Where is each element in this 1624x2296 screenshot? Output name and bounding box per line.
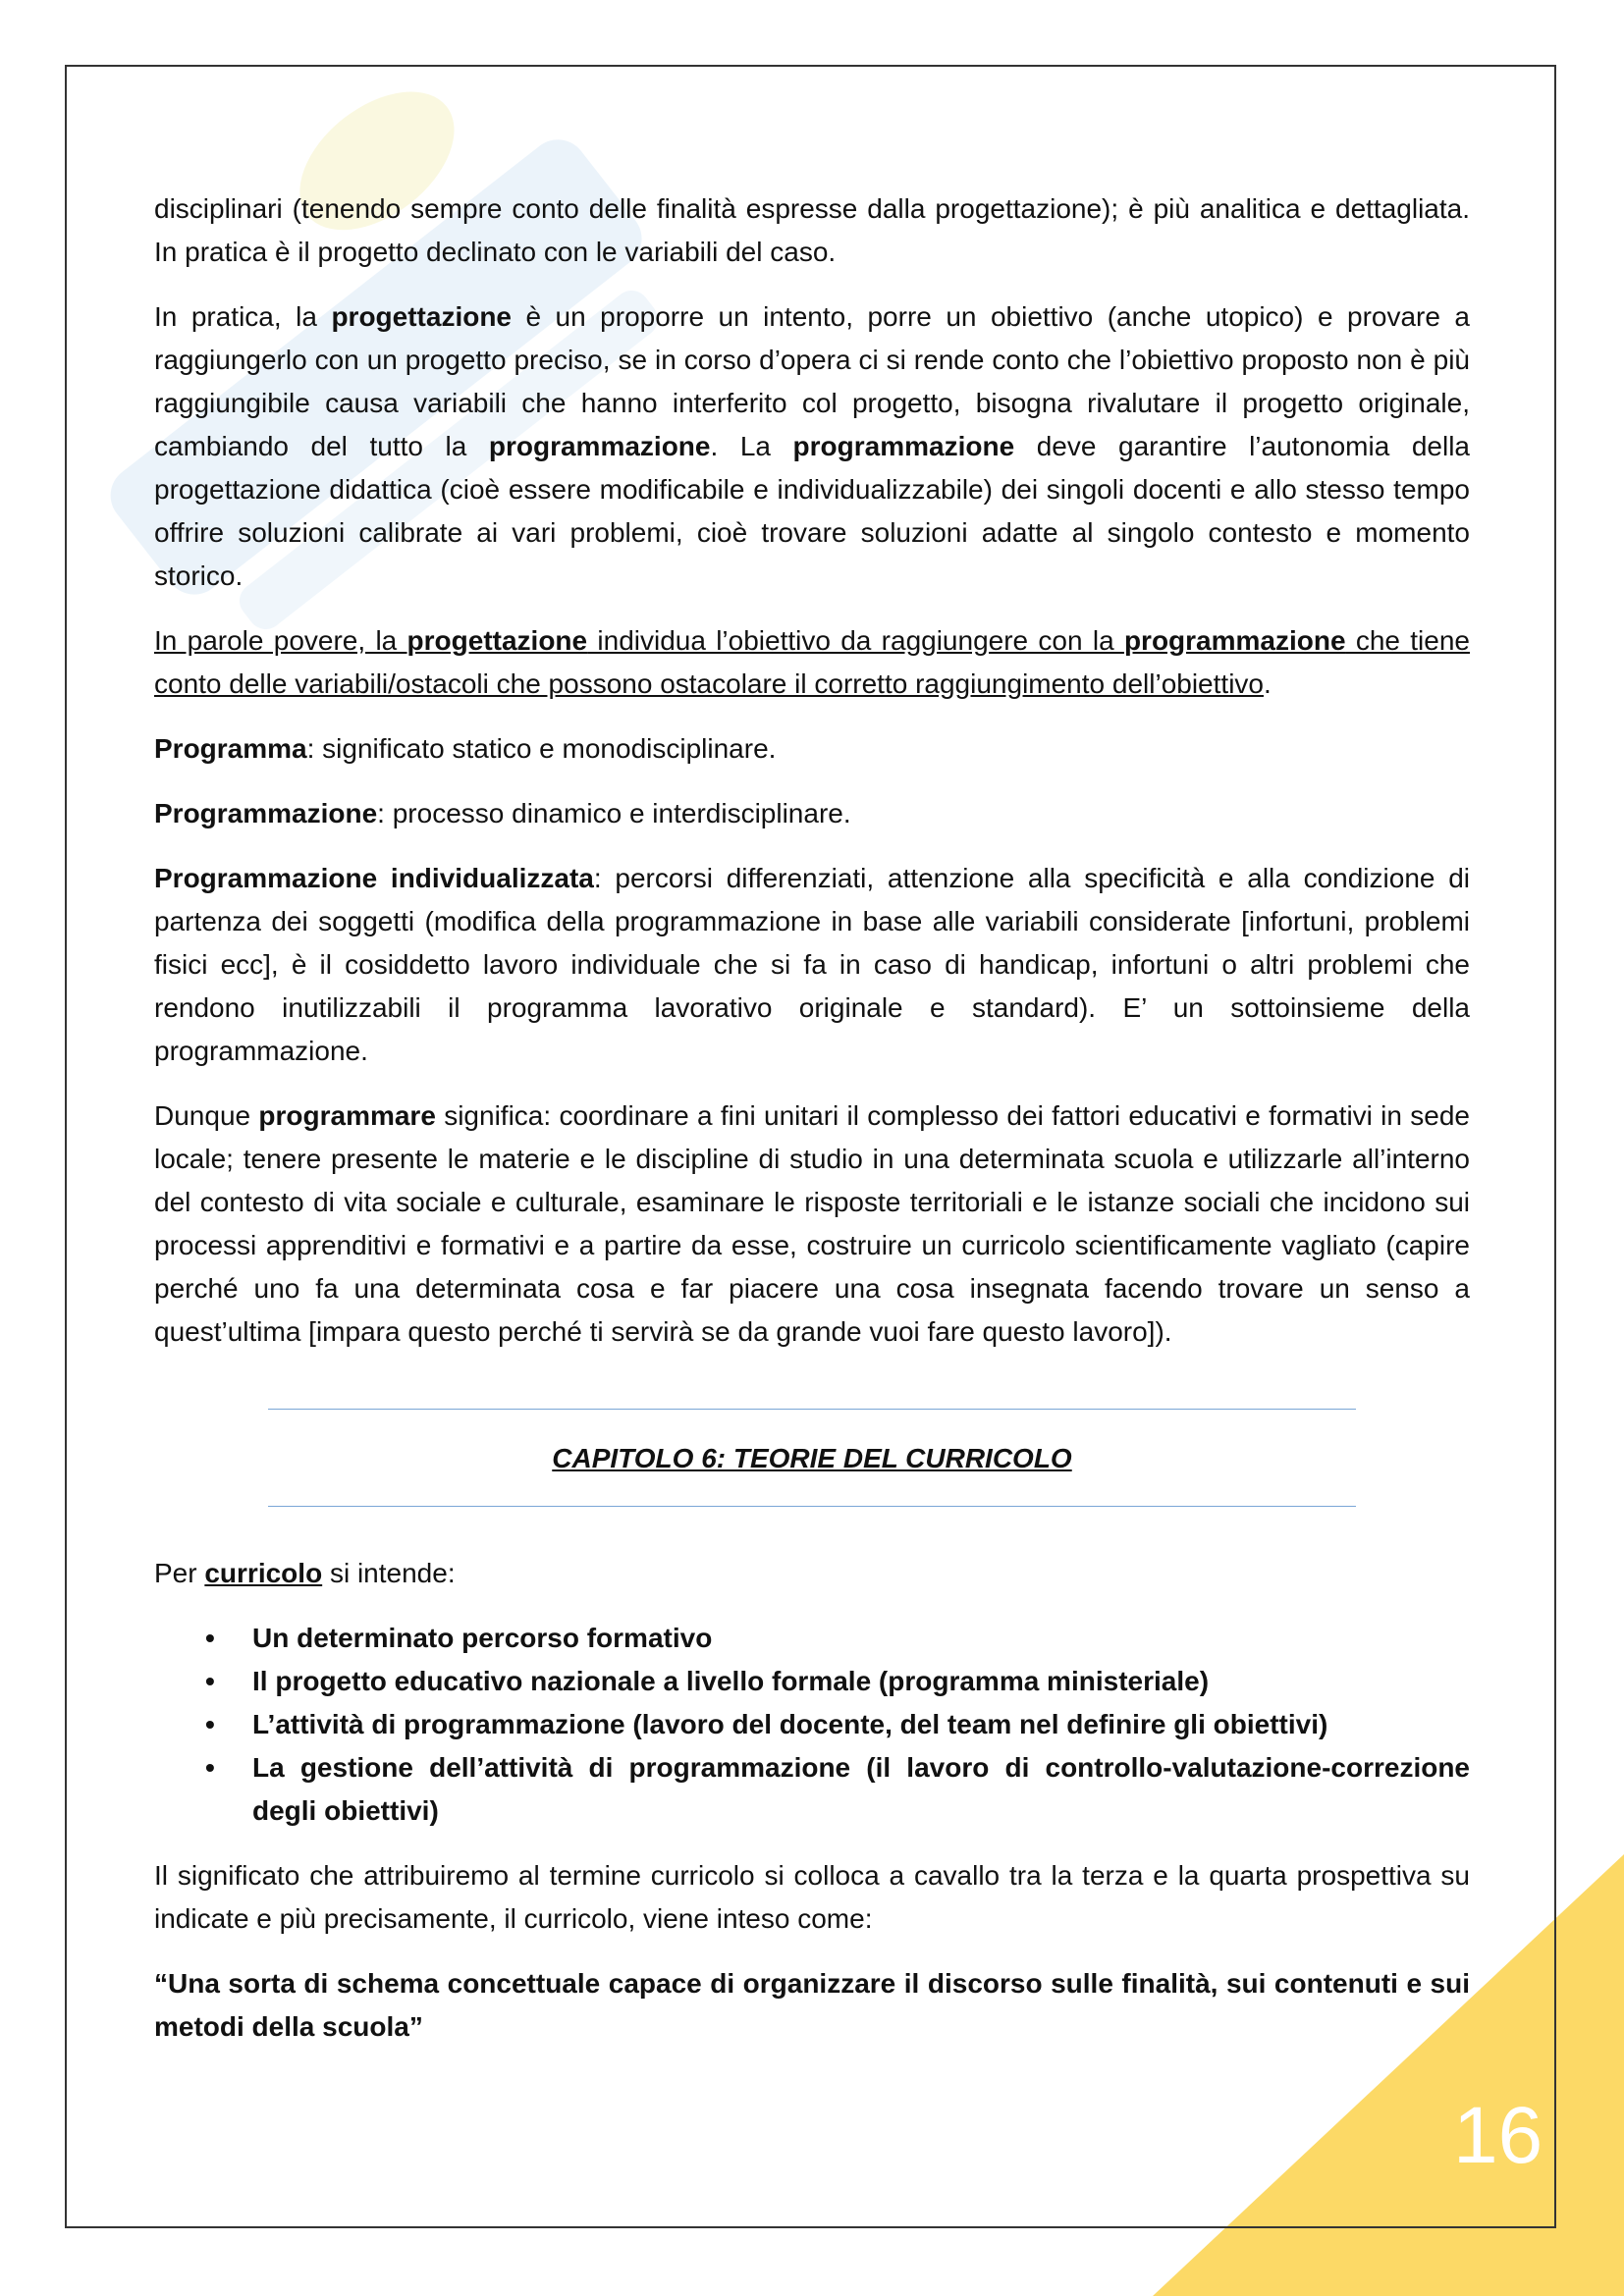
paragraph-in-pratica: In pratica, la progettazione è un proporre un intento, porre un obiettivo (anche utopico) e provare a raggiungerlo con un progetto preciso, se in corso d’opera ci si rende conto che l’obiettivo proposto non è più raggiungibile causa variabili che hanno interferito col progetto, bisogna rivalutare il progetto originale, cambiando del tutto la programmazione. La programmazione deve garantire l’autonomia della progettazione didattica (cioè essere modificabile e individualizzabile) dei singoli docenti e allo stesso tempo offrire soluzioni calibrate ai vari problemi, cioè trovare soluzioni adatte al singolo contesto e momento storico.: [154, 301, 1470, 591]
chapter-rule-bottom: [268, 1506, 1356, 1507]
paragraph-dunque-programmare: Dunque programmare significa: coordinare a fini unitari il complesso dei fattori educativi e formativi in sede locale; tenere presente le materie e le discipline di studio in una determinata scuola e utilizzarle all’interno del contesto di vita sociale e culturale, esaminare le risposte territoriali e le istanze sociali che incidono sui processi apprenditivi e formativi e a partire da esse, costruire un curricolo scientificamente vagliato (capire perché uno fa una determinata cosa e far piacere una cosa insegnata facendo trovare un senso a quest’ultima [impara questo perché ti servirà se da grande vuoi fare questo lavoro]).: [154, 1100, 1470, 1347]
list-item: • Il progetto educativo nazionale a livello formale (programma ministeriale): [252, 1660, 1470, 1703]
list-item: • L’attività di programmazione (lavoro del docente, del team nel definire gli obiettivi): [252, 1703, 1470, 1746]
chapter-title: CAPITOLO 6: TEORIE DEL CURRICOLO: [552, 1443, 1072, 1473]
definition-programma: Programma: significato statico e monodisciplinare.: [154, 733, 777, 764]
paragraph-dettagliata: disciplinari (tenendo sempre conto delle finalità espresse dalla progettazione); è più analitica e dettagliata. In pratica è il progetto declinato con le variabili del caso.: [154, 193, 1470, 267]
definition-programmazione: Programmazione: processo dinamico e interdisciplinare.: [154, 798, 851, 828]
curricolo-quote: “Una sorta di schema concettuale capace di organizzare il discorso sulle finalità, sui contenuti e sui metodi della scuola”: [154, 1968, 1470, 2042]
paragraph-parole-povere: In parole povere, la progettazione individua l’obiettivo da raggiungere con la programmazione che tiene conto delle variabili/ostacoli che possono ostacolare il corretto raggiungimento dell’obiettivo.: [154, 625, 1470, 699]
chapter-heading-block: [154, 1375, 1470, 1552]
list-item: • Un determinato percorso formativo: [252, 1617, 1470, 1660]
page-content: [154, 187, 1470, 2070]
curricolo-intro: Per curricolo si intende:: [154, 1558, 456, 1588]
chapter-rule-top: [268, 1409, 1356, 1410]
page-number: 16: [1453, 2091, 1543, 2180]
curricolo-bullet-list: [154, 1617, 1470, 1833]
paragraph-significato: Il significato che attribuiremo al termine curricolo si colloca a cavallo tra la terza e la quarta prospettiva su indicate e più precisamente, il curricolo, viene inteso come:: [154, 1860, 1470, 1934]
list-item: • La gestione dell’attività di programmazione (il lavoro di controllo-valutazione-correzione degli obiettivi): [252, 1746, 1470, 1833]
definition-programmazione-individualizzata: Programmazione individualizzata: percorsi differenziati, attenzione alla specificità e alla condizione di partenza dei soggetti (modifica della programmazione in base alle variabili considerate [infortuni, problemi fisici ecc], è il cosiddetto lavoro individuale che si fa in caso di handicap, infortuni o altri problemi che rendono inutilizzabili il programma lavorativo originale e standard). E’ un sottoinsieme della programmazione.: [154, 863, 1471, 1066]
